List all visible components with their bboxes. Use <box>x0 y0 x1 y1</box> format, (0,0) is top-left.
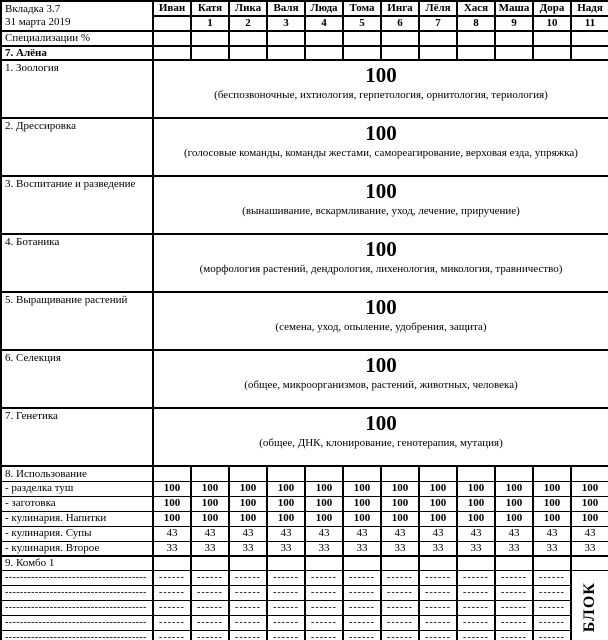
usage-value-cell: 33 <box>343 541 381 556</box>
usage-value-cell: 100 <box>533 496 571 511</box>
combo-header-empty-cell-11 <box>533 556 571 570</box>
usage-value-cell: 100 <box>571 481 608 496</box>
column-name-10: Маша <box>495 1 533 16</box>
combo-header-empty-cell-2 <box>191 556 229 570</box>
skill-value-cell-3 <box>153 176 608 234</box>
combo-dash-cell: ------ <box>457 615 495 630</box>
spec-empty-cell-12 <box>571 31 608 46</box>
skill-value: 100 <box>365 295 397 320</box>
column-name-6: Тома <box>343 1 381 16</box>
combo-section-label: 9. Комбо 1 <box>1 556 153 570</box>
person-empty-cell-11 <box>533 46 571 61</box>
combo-dash-cell: ------ <box>495 615 533 630</box>
usage-section-label: 8. Использование <box>1 466 153 481</box>
skill-value: 100 <box>365 411 397 436</box>
combo-dash-cell: ------ <box>533 600 571 615</box>
spec-empty-cell-7 <box>381 31 419 46</box>
skill-value-cell-7 <box>153 408 608 466</box>
combo-dash-cell: ------ <box>229 600 267 615</box>
spec-empty-cell-1 <box>153 31 191 46</box>
usage-value-cell: 33 <box>419 541 457 556</box>
column-number-2: 1 <box>191 16 229 31</box>
usage-value-cell: 33 <box>381 541 419 556</box>
usage-value-cell: 100 <box>419 481 457 496</box>
combo-dash-cell: ------ <box>229 585 267 600</box>
usage-value-cell: 100 <box>305 496 343 511</box>
skill-value: 100 <box>365 237 397 262</box>
usage-value-cell: 100 <box>191 511 229 526</box>
skill-value-cell-6 <box>153 350 608 408</box>
combo-dash-cell: ------ <box>457 600 495 615</box>
combo-dash-cell: ------ <box>533 630 571 640</box>
combo-dash-cell: ------ <box>305 585 343 600</box>
skill-details: (семена, уход, опыление, удобрения, защита) <box>275 321 487 334</box>
usage-value-cell: 33 <box>533 541 571 556</box>
usage-value-cell: 100 <box>533 481 571 496</box>
skill-value: 100 <box>365 63 397 88</box>
person-empty-cell-5 <box>305 46 343 61</box>
person-empty-cell-7 <box>381 46 419 61</box>
block-label: БЛОК <box>580 582 598 633</box>
combo-dash-cell: ------ <box>419 600 457 615</box>
column-number-6: 5 <box>343 16 381 31</box>
skill-details: (общее, микроорганизмов, растений, животных, человека) <box>244 379 518 392</box>
combo-row-label: -------------------------------------- <box>1 600 153 615</box>
combo-dash-cell: ------ <box>533 570 571 585</box>
combo-header-empty-cell-1 <box>153 556 191 570</box>
column-number-12: 11 <box>571 16 608 31</box>
skill-value-cell-4 <box>153 234 608 292</box>
combo-dash-cell: ------ <box>381 585 419 600</box>
combo-dash-cell: ------ <box>267 600 305 615</box>
usage-header-empty-cell-5 <box>305 466 343 481</box>
combo-header-empty-cell-9 <box>457 556 495 570</box>
combo-dash-cell: ------ <box>457 570 495 585</box>
column-name-7: Инга <box>381 1 419 16</box>
skill-label-4: 4. Ботаника <box>1 234 153 292</box>
usage-value-cell: 100 <box>381 481 419 496</box>
usage-header-empty-cell-1 <box>153 466 191 481</box>
combo-dash-cell: ------ <box>419 615 457 630</box>
combo-dash-cell: ------ <box>343 630 381 640</box>
column-number-8: 7 <box>419 16 457 31</box>
combo-dash-cell: ------ <box>153 570 191 585</box>
person-empty-cell-1 <box>153 46 191 61</box>
skill-value-cell-1 <box>153 60 608 118</box>
usage-value-cell: 33 <box>457 541 495 556</box>
usage-value-cell: 33 <box>229 541 267 556</box>
combo-header-empty-cell-8 <box>419 556 457 570</box>
column-number-5: 4 <box>305 16 343 31</box>
usage-value-cell: 100 <box>305 481 343 496</box>
combo-header-empty-cell-10 <box>495 556 533 570</box>
usage-value-cell: 100 <box>381 496 419 511</box>
combo-dash-cell: ------ <box>267 585 305 600</box>
skill-value-cell-2 <box>153 118 608 176</box>
spec-empty-cell-2 <box>191 31 229 46</box>
column-number-1 <box>153 16 191 31</box>
combo-dash-cell: ------ <box>153 600 191 615</box>
skill-details: (вынашивание, вскармливание, уход, лечение, приручение) <box>242 205 520 218</box>
usage-value-cell: 100 <box>343 511 381 526</box>
spec-section-label: Специализации % <box>1 31 153 46</box>
usage-value-cell: 100 <box>229 511 267 526</box>
combo-dash-cell: ------ <box>229 630 267 640</box>
combo-dash-cell: ------ <box>191 585 229 600</box>
combo-header-empty-cell-6 <box>343 556 381 570</box>
usage-value-cell: 33 <box>571 541 608 556</box>
usage-value-cell: 100 <box>495 496 533 511</box>
person-empty-cell-12 <box>571 46 608 61</box>
usage-row-label: - кулинария. Второе <box>1 541 153 556</box>
usage-header-empty-cell-10 <box>495 466 533 481</box>
combo-header-empty-cell-3 <box>229 556 267 570</box>
usage-value-cell: 100 <box>495 511 533 526</box>
column-number-7: 6 <box>381 16 419 31</box>
usage-value-cell: 100 <box>457 481 495 496</box>
combo-dash-cell: ------ <box>191 630 229 640</box>
usage-row-label: - разделка туш <box>1 481 153 496</box>
usage-value-cell: 43 <box>229 526 267 541</box>
usage-row-label: - кулинария. Напитки <box>1 511 153 526</box>
usage-header-empty-cell-3 <box>229 466 267 481</box>
combo-header-empty-cell-5 <box>305 556 343 570</box>
combo-dash-cell: ------ <box>229 615 267 630</box>
usage-value-cell: 43 <box>343 526 381 541</box>
combo-dash-cell: ------ <box>153 615 191 630</box>
combo-row-label: -------------------------------------- <box>1 585 153 600</box>
column-name-3: Лика <box>229 1 267 16</box>
usage-value-cell: 100 <box>229 481 267 496</box>
combo-dash-cell: ------ <box>381 630 419 640</box>
combo-dash-cell: ------ <box>419 570 457 585</box>
block-cell <box>571 570 608 640</box>
combo-row-label: -------------------------------------- <box>1 630 153 640</box>
skill-value: 100 <box>365 121 397 146</box>
usage-value-cell: 100 <box>419 496 457 511</box>
person-empty-cell-9 <box>457 46 495 61</box>
usage-value-cell: 100 <box>305 511 343 526</box>
usage-value-cell: 100 <box>533 511 571 526</box>
usage-value-cell: 43 <box>457 526 495 541</box>
usage-header-empty-cell-2 <box>191 466 229 481</box>
usage-value-cell: 100 <box>457 511 495 526</box>
usage-value-cell: 43 <box>267 526 305 541</box>
skill-label-1: 1. Зоология <box>1 60 153 118</box>
combo-dash-cell: ------ <box>457 630 495 640</box>
usage-row-label: - заготовка <box>1 496 153 511</box>
combo-header-empty-cell-7 <box>381 556 419 570</box>
usage-value-cell: 100 <box>495 481 533 496</box>
usage-value-cell: 43 <box>571 526 608 541</box>
combo-dash-cell: ------ <box>305 600 343 615</box>
usage-header-empty-cell-12 <box>571 466 608 481</box>
skill-label-7: 7. Генетика <box>1 408 153 466</box>
spec-empty-cell-4 <box>267 31 305 46</box>
usage-header-empty-cell-6 <box>343 466 381 481</box>
combo-dash-cell: ------ <box>305 615 343 630</box>
block-wrap <box>572 572 608 640</box>
spec-empty-cell-11 <box>533 31 571 46</box>
column-name-1: Иван <box>153 1 191 16</box>
column-name-12: Надя <box>571 1 608 16</box>
combo-dash-cell: ------ <box>191 570 229 585</box>
combo-dash-cell: ------ <box>457 585 495 600</box>
spec-empty-cell-6 <box>343 31 381 46</box>
usage-value-cell: 43 <box>191 526 229 541</box>
column-name-11: Дора <box>533 1 571 16</box>
combo-dash-cell: ------ <box>343 585 381 600</box>
combo-dash-cell: ------ <box>343 570 381 585</box>
skill-label-6: 6. Селекция <box>1 350 153 408</box>
usage-value-cell: 33 <box>305 541 343 556</box>
person-empty-cell-4 <box>267 46 305 61</box>
combo-dash-cell: ------ <box>495 600 533 615</box>
tab-label: Вкладка 3.7 <box>5 3 61 15</box>
usage-value-cell: 100 <box>153 496 191 511</box>
combo-dash-cell: ------ <box>191 600 229 615</box>
column-name-4: Валя <box>267 1 305 16</box>
usage-value-cell: 100 <box>343 481 381 496</box>
person-label: 7. Алёна <box>1 46 153 61</box>
usage-value-cell: 100 <box>267 481 305 496</box>
spec-empty-cell-5 <box>305 31 343 46</box>
combo-dash-cell: ------ <box>267 570 305 585</box>
usage-header-empty-cell-11 <box>533 466 571 481</box>
column-number-11: 10 <box>533 16 571 31</box>
combo-dash-cell: ------ <box>419 585 457 600</box>
column-name-9: Хася <box>457 1 495 16</box>
combo-dash-cell: ------ <box>153 585 191 600</box>
combo-dash-cell: ------ <box>495 630 533 640</box>
combo-row-label: -------------------------------------- <box>1 615 153 630</box>
column-name-8: Лёля <box>419 1 457 16</box>
usage-value-cell: 33 <box>267 541 305 556</box>
usage-value-cell: 43 <box>495 526 533 541</box>
skill-details: (общее, ДНК, клонирование, генотерапия, мутация) <box>259 437 503 450</box>
combo-dash-cell: ------ <box>343 600 381 615</box>
usage-value-cell: 43 <box>381 526 419 541</box>
usage-row-label: - кулинария. Супы <box>1 526 153 541</box>
usage-header-empty-cell-7 <box>381 466 419 481</box>
column-name-2: Катя <box>191 1 229 16</box>
usage-value-cell: 100 <box>571 496 608 511</box>
column-number-10: 9 <box>495 16 533 31</box>
column-number-4: 3 <box>267 16 305 31</box>
combo-dash-cell: ------ <box>495 585 533 600</box>
usage-value-cell: 100 <box>191 496 229 511</box>
skill-details: (беспозвоночные, ихтиология, герпетология, орнитология, териология) <box>214 89 548 102</box>
combo-dash-cell: ------ <box>191 615 229 630</box>
usage-header-empty-cell-8 <box>419 466 457 481</box>
combo-header-empty-cell-12 <box>571 556 608 570</box>
usage-value-cell: 33 <box>495 541 533 556</box>
combo-row-label: -------------------------------------- <box>1 570 153 585</box>
date-label: 31 марта 2019 <box>5 16 71 28</box>
person-empty-cell-10 <box>495 46 533 61</box>
sheet-meta-cell <box>1 1 153 31</box>
usage-value-cell: 43 <box>305 526 343 541</box>
usage-value-cell: 100 <box>153 511 191 526</box>
combo-dash-cell: ------ <box>419 630 457 640</box>
usage-value-cell: 100 <box>419 511 457 526</box>
person-empty-cell-2 <box>191 46 229 61</box>
usage-value-cell: 43 <box>153 526 191 541</box>
person-empty-cell-3 <box>229 46 267 61</box>
skill-value-cell-5 <box>153 292 608 350</box>
combo-dash-cell: ------ <box>533 615 571 630</box>
person-empty-cell-8 <box>419 46 457 61</box>
skill-label-3: 3. Воспитание и разведение <box>1 176 153 234</box>
skill-value: 100 <box>365 179 397 204</box>
usage-header-empty-cell-4 <box>267 466 305 481</box>
skill-details: (голосовые команды, команды жестами, самореагирование, верховая езда, упряжка) <box>184 147 578 160</box>
spec-empty-cell-9 <box>457 31 495 46</box>
usage-value-cell: 100 <box>191 481 229 496</box>
combo-dash-cell: ------ <box>495 570 533 585</box>
combo-dash-cell: ------ <box>267 615 305 630</box>
combo-dash-cell: ------ <box>229 570 267 585</box>
column-number-9: 8 <box>457 16 495 31</box>
usage-value-cell: 43 <box>419 526 457 541</box>
column-name-5: Люда <box>305 1 343 16</box>
spec-empty-cell-10 <box>495 31 533 46</box>
skill-label-2: 2. Дрессировка <box>1 118 153 176</box>
combo-dash-cell: ------ <box>153 630 191 640</box>
usage-value-cell: 100 <box>229 496 267 511</box>
usage-value-cell: 43 <box>533 526 571 541</box>
usage-value-cell: 100 <box>571 511 608 526</box>
skill-value: 100 <box>365 353 397 378</box>
skill-label-5: 5. Выращивание растений <box>1 292 153 350</box>
usage-value-cell: 100 <box>267 496 305 511</box>
usage-value-cell: 33 <box>191 541 229 556</box>
usage-value-cell: 100 <box>153 481 191 496</box>
column-number-3: 2 <box>229 16 267 31</box>
combo-dash-cell: ------ <box>381 615 419 630</box>
person-empty-cell-6 <box>343 46 381 61</box>
skill-details: (морфология растений, дендрология, лихенология, микология, травничество) <box>199 263 563 276</box>
usage-value-cell: 100 <box>343 496 381 511</box>
usage-value-cell: 100 <box>267 511 305 526</box>
combo-dash-cell: ------ <box>381 570 419 585</box>
usage-header-empty-cell-9 <box>457 466 495 481</box>
combo-dash-cell: ------ <box>533 585 571 600</box>
combo-dash-cell: ------ <box>381 600 419 615</box>
usage-value-cell: 100 <box>457 496 495 511</box>
combo-header-empty-cell-4 <box>267 556 305 570</box>
usage-value-cell: 100 <box>381 511 419 526</box>
usage-value-cell: 33 <box>153 541 191 556</box>
combo-dash-cell: ------ <box>305 570 343 585</box>
combo-dash-cell: ------ <box>267 630 305 640</box>
spec-empty-cell-3 <box>229 31 267 46</box>
spec-empty-cell-8 <box>419 31 457 46</box>
combo-dash-cell: ------ <box>305 630 343 640</box>
combo-dash-cell: ------ <box>343 615 381 630</box>
